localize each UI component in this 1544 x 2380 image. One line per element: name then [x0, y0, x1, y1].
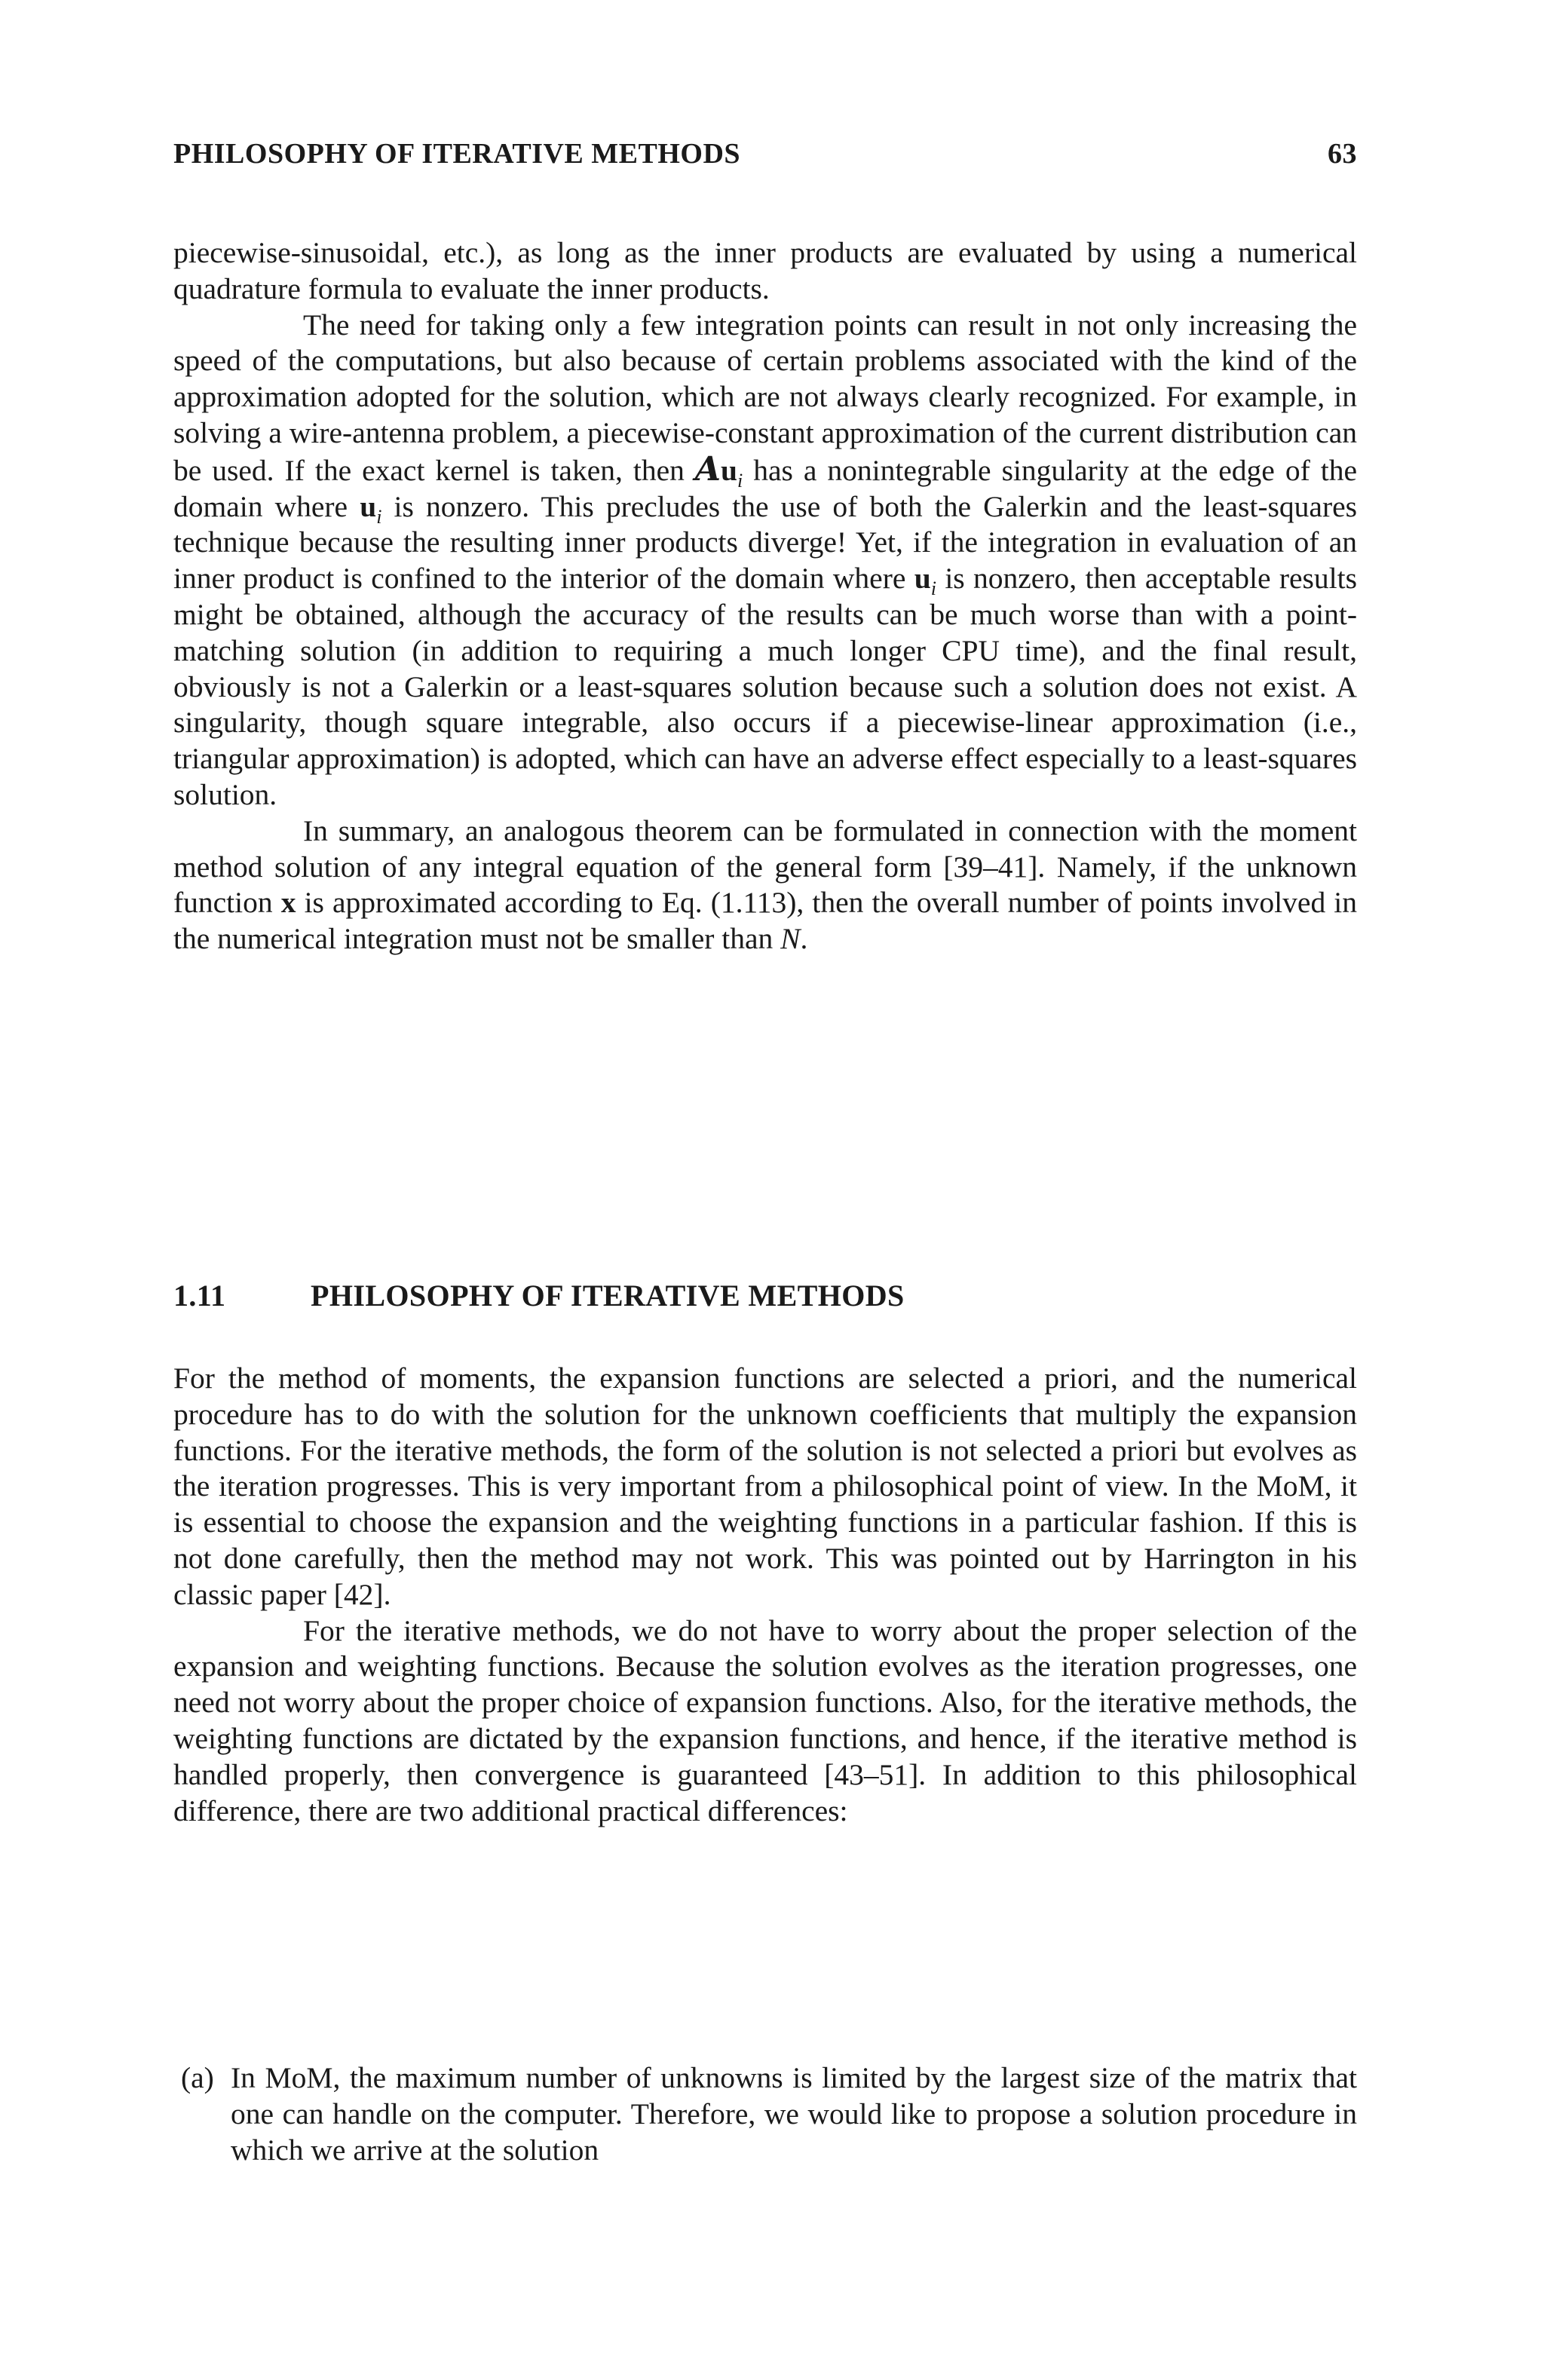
vector-symbol: u: [914, 562, 931, 596]
math-symbol: N: [780, 922, 801, 956]
subscript-symbol: i: [376, 505, 382, 528]
paragraph-text: has a nonintegrable singularity at the edge of the domain where: [173, 453, 1357, 523]
paragraph-text: is approximated according to Eq. (1.113), then the overall number of points involved in the numerical integration must not be smaller than: [173, 886, 1357, 956]
section-title: PHILOSOPHY OF ITERATIVE METHODS: [311, 1279, 905, 1313]
paragraph-moment-method: For the method of moments, the expansion functions are selected a priori, and the numerical procedure has to do with the solution for the unknown coefficients that multiply the expansion functions. For the iterative methods, the form of the solution is not selected a priori but evolves as the iteration progresses. This is very important from a philosophical point of view. In the MoM, it is essential to choose the expansion and the weighting functions in a particular fashion. If this is not done carefully, then the method may not work. This was pointed out by Harrington in his classic paper [42].: [173, 1362, 1357, 1611]
section-heading: [173, 1278, 905, 1313]
body-text-section: [173, 1361, 1357, 1829]
paragraph-iterative-methods: For the iterative methods, we do not have to worry about the proper selection of the expansion and weighting functions. Because the solution evolves as the iteration progresses, one need not worry about the proper choice of expansion functions. Also, for the iterative methods, the weighting functions are dictated by the expansion functions, and hence, if the iterative method is handled properly, then convergence is guaranteed [43–51]. In addition to this philosophical difference, there are two additional practical differences:: [173, 1613, 1357, 1827]
paragraph-continuation: piecewise-sinusoidal, etc.), as long as the inner products are evaluated by using a numerical quadrature formula to evaluate the inner products.: [173, 236, 1357, 305]
numbered-list: [181, 2060, 1357, 2168]
paragraph-text: is nonzero. This precludes the use of both the Galerkin and the least-squares technique because the resulting inner products diverge! Yet, if the integration in evaluation of an inner product is confined to the interior of the domain where: [173, 489, 1357, 596]
page-number: 63: [1328, 138, 1357, 170]
paragraph-text: .: [800, 922, 808, 956]
subscript-symbol: i: [930, 577, 936, 600]
section-number: 1.11: [173, 1279, 226, 1313]
paragraph-text: The need for taking only a few integration points can result in not only increasing the speed of the computations, but also because of certain problems associated with the kind of the approximation adopted for the solution, which are not always clearly recognized. For example, in solving a wire-antenna problem, a piecewise-constant approximation of the current distribution can be used. If the exact kernel is taken, then: [173, 308, 1357, 487]
subscript-symbol: i: [737, 469, 743, 492]
body-text-top: [173, 235, 1357, 957]
paragraph-integration-points: [173, 308, 1357, 813]
running-header: [173, 137, 1357, 182]
operator-symbol: A: [694, 449, 721, 489]
list-item: [181, 2060, 1357, 2168]
paragraph-summary: [173, 813, 1357, 957]
running-title: PHILOSOPHY OF ITERATIVE METHODS: [173, 138, 741, 170]
paragraph-text: In summary, an analogous theorem can be formulated in connection with the moment method solution of any integral equation of the general form [39–41]. Namely, if the unknown function: [173, 813, 1357, 920]
vector-symbol: x: [280, 886, 296, 920]
vector-symbol: u: [721, 453, 737, 487]
vector-symbol: u: [360, 489, 377, 523]
paragraph-text: is nonzero, then acceptable results might be obtained, although the accuracy of the results can be much worse than with a point-matching solution (in addition to requiring a much longer CPU time), and the final result, obviously is not a Galerkin or a least-squares solution because such a solution does not exist. A singularity, though square integrable, also occurs if a piecewise-linear approximation (i.e., triangular approximation) is adopted, which can have an adverse effect especially to a least-squares solution.: [173, 562, 1357, 811]
list-item-text: In MoM, the maximum number of unknowns is limited by the largest size of the matrix that one can handle on the computer. Therefore, we would like to propose a solution procedure in which we arrive at the solution: [231, 2061, 1357, 2167]
list-marker: (a): [181, 2061, 214, 2094]
